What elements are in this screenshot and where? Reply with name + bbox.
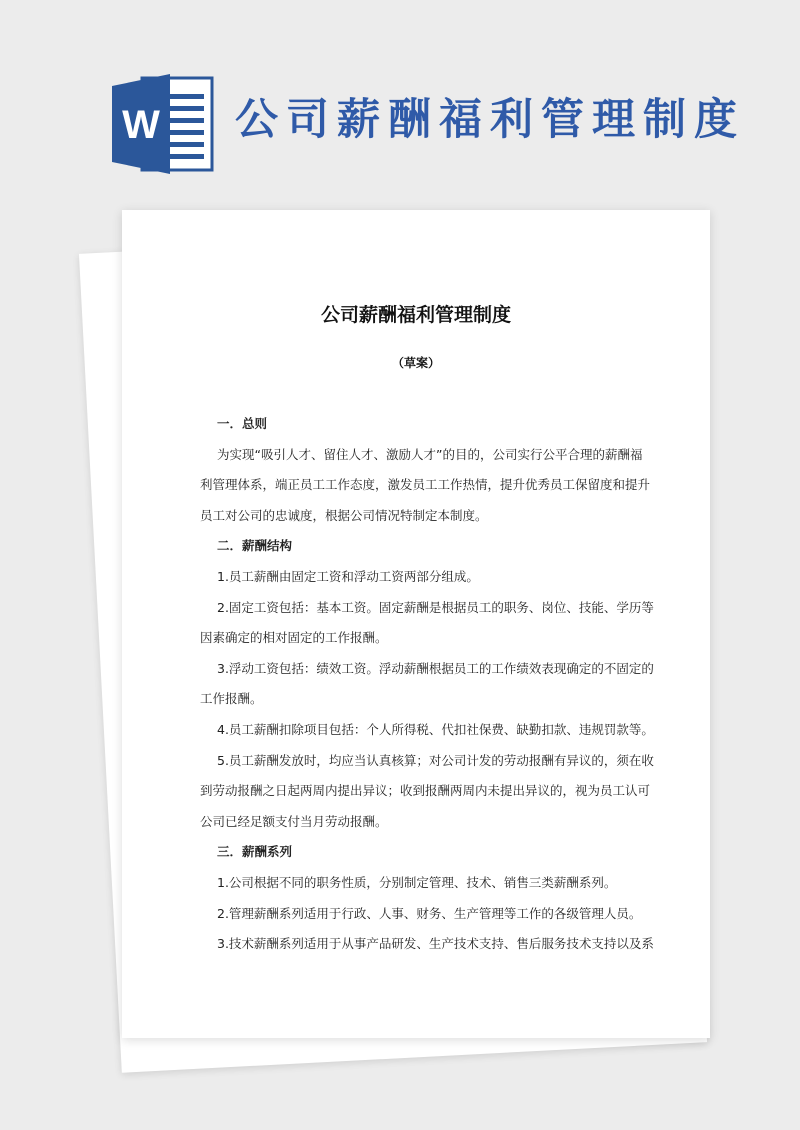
body-line: 利管理体系，端正员工工作态度，激发员工工作热情，提升优秀员工保留度和提升 <box>200 477 651 492</box>
word-icon-letter: W <box>122 103 160 147</box>
body-line: 1.员工薪酬由固定工资和浮动工资两部分组成。 <box>217 569 479 584</box>
body-line: 3.浮动工资包括：绩效工资。浮动薪酬根据员工的工作绩效表现确定的不固定的 <box>217 661 654 676</box>
banner-title: 公司薪酬福利管理制度 <box>235 95 745 145</box>
banner <box>0 0 800 200</box>
body-line: 公司已经足额支付当月劳动报酬。 <box>200 814 388 829</box>
body-line: 到劳动报酬之日起两周内提出异议；收到报酬两周内未提出异议的，视为员工认可 <box>200 783 651 798</box>
body-line: 2.固定工资包括：基本工资。固定薪酬是根据员工的职务、岗位、技能、学历等 <box>217 600 654 615</box>
body-line: 4.员工薪酬扣除项目包括：个人所得税、代扣社保费、缺勤扣款、违规罚款等。 <box>217 722 654 737</box>
word-document-icon <box>112 72 214 176</box>
body-line: 5.员工薪酬发放时，均应当认真核算；对公司计发的劳动报酬有异议的，须在收 <box>217 753 654 768</box>
document-title: 公司薪酬福利管理制度 <box>320 304 511 326</box>
body-line: 3.技术薪酬系列适用于从事产品研发、生产技术支持、售后服务技术支持以及系 <box>217 936 654 951</box>
body-line: 因素确定的相对固定的工作报酬。 <box>200 630 388 645</box>
body-line: 2.管理薪酬系列适用于行政、人事、财务、生产管理等工作的各级管理人员。 <box>217 906 642 921</box>
body-line: 工作报酬。 <box>200 691 263 706</box>
section-heading: 一．总则 <box>217 416 268 431</box>
document-subtitle: （草案） <box>391 356 440 370</box>
section-heading: 三．薪酬系列 <box>217 844 293 859</box>
body-line: 为实现“吸引人才、留住人才、激励人才”的目的，公司实行公平合理的薪酬福 <box>217 447 643 462</box>
body-line: 1.公司根据不同的职务性质，分别制定管理、技术、销售三类薪酬系列。 <box>217 875 617 890</box>
body-line: 员工对公司的忠诚度，根据公司情况特制定本制度。 <box>200 508 488 523</box>
document-page <box>122 210 710 1038</box>
section-heading: 二．薪酬结构 <box>217 538 293 553</box>
